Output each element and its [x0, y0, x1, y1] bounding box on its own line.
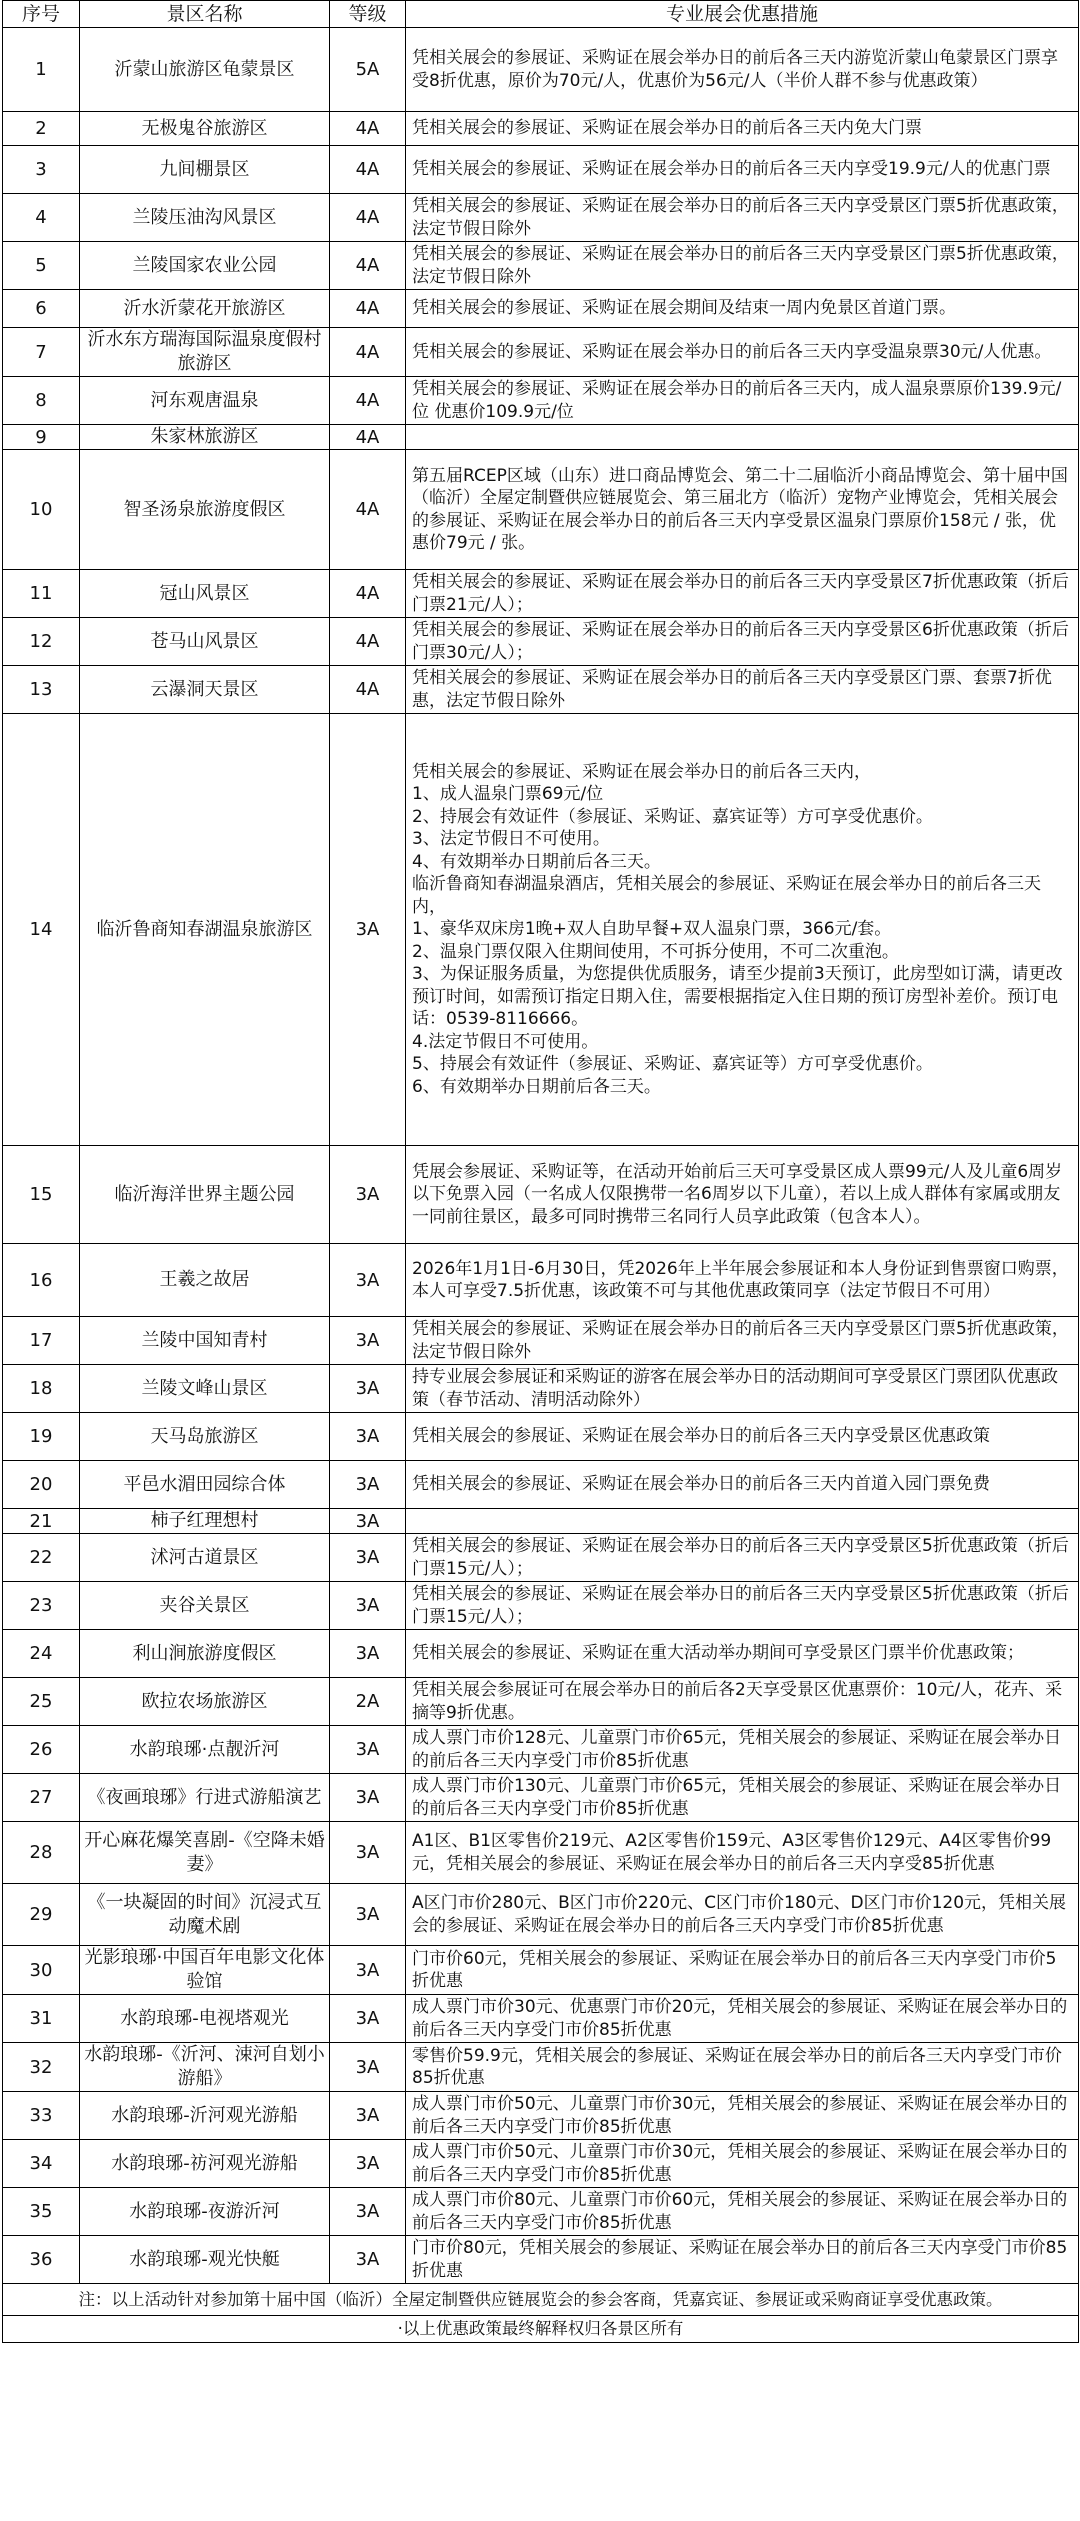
- cell-level: 4A: [330, 328, 406, 377]
- cell-no: 35: [3, 2188, 80, 2236]
- cell-name: 开心麻花爆笑喜剧-《空降未婚妻》: [80, 1822, 330, 1884]
- cell-measures: 凭相关展会的参展证、采购证在展会举办日的前后各三天内免大门票: [406, 112, 1079, 146]
- cell-no: 7: [3, 328, 80, 377]
- cell-measures: 成人票门市价30元、优惠票门市价20元，凭相关展会的参展证、采购证在展会举办日的前后各三天内享受门市价85折优惠: [406, 1995, 1079, 2043]
- cell-measures: 凭相关展会的参展证、采购证在展会举办日的前后各三天内享受景区6折优惠政策（折后门票30元/人）；: [406, 618, 1079, 666]
- cell-name: 沂水沂蒙花开旅游区: [80, 290, 330, 328]
- cell-level: 3A: [330, 1726, 406, 1774]
- table-row: [3, 714, 1079, 1146]
- cell-level: 3A: [330, 1244, 406, 1317]
- cell-name: 《夜画琅琊》行进式游船演艺: [80, 1774, 330, 1822]
- table-row: [3, 1726, 1079, 1774]
- cell-level: 4A: [330, 194, 406, 242]
- table-row: [3, 112, 1079, 146]
- cell-no: 26: [3, 1726, 80, 1774]
- cell-level: 4A: [330, 377, 406, 425]
- cell-name: 兰陵国家农业公园: [80, 242, 330, 290]
- cell-measures: 凭相关展会的参展证、采购证在展会举办日的前后各三天内享受景区门票5折优惠政策，法定节假日除外: [406, 194, 1079, 242]
- cell-level: 4A: [330, 450, 406, 570]
- cell-level: 4A: [330, 242, 406, 290]
- cell-level: 4A: [330, 570, 406, 618]
- cell-name: 冠山风景区: [80, 570, 330, 618]
- cell-name: 水韵琅琊-观光快艇: [80, 2236, 330, 2284]
- cell-no: 9: [3, 425, 80, 450]
- cell-no: 17: [3, 1317, 80, 1365]
- cell-no: 16: [3, 1244, 80, 1317]
- cell-measures: 凭相关展会的参展证、采购证在展会举办日的前后各三天内享受19.9元/人的优惠门票: [406, 146, 1079, 194]
- table-row: [3, 2188, 1079, 2236]
- cell-level: 3A: [330, 1884, 406, 1946]
- cell-name: 天马岛旅游区: [80, 1413, 330, 1461]
- cell-no: 1: [3, 28, 80, 112]
- cell-name: 临沂海洋世界主题公园: [80, 1146, 330, 1244]
- cell-measures: 成人票门市价50元、儿童票门市价30元，凭相关展会的参展证、采购证在展会举办日的前后各三天内享受门市价85折优惠: [406, 2092, 1079, 2140]
- cell-name: 兰陵压油沟风景区: [80, 194, 330, 242]
- cell-level: 3A: [330, 1774, 406, 1822]
- table-row: [3, 1461, 1079, 1509]
- table-row: [3, 377, 1079, 425]
- cell-measures: 门市价80元，凭相关展会的参展证、采购证在展会举办日的前后各三天内享受门市价85折优惠: [406, 2236, 1079, 2284]
- cell-level: 3A: [330, 1317, 406, 1365]
- cell-level: 3A: [330, 1946, 406, 1995]
- cell-no: 34: [3, 2140, 80, 2188]
- cell-name: 水韵琅琊-夜游沂河: [80, 2188, 330, 2236]
- cell-no: 12: [3, 618, 80, 666]
- footnote-row: [3, 2284, 1079, 2316]
- cell-level: 3A: [330, 714, 406, 1146]
- cell-name: 水韵琅琊-祊河观光游船: [80, 2140, 330, 2188]
- cell-name: 欧拉农场旅游区: [80, 1678, 330, 1726]
- cell-measures: 凭相关展会的参展证、采购证在展会举办日的前后各三天内享受温泉票30元/人优惠。: [406, 328, 1079, 377]
- cell-measures: 成人票门市价130元、儿童票门市价65元，凭相关展会的参展证、采购证在展会举办日的前后各三天内享受门市价85折优惠: [406, 1774, 1079, 1822]
- cell-name: 九间棚景区: [80, 146, 330, 194]
- cell-no: 31: [3, 1995, 80, 2043]
- table-row: [3, 1365, 1079, 1413]
- cell-name: 兰陵文峰山景区: [80, 1365, 330, 1413]
- table-row: [3, 28, 1079, 112]
- cell-level: 3A: [330, 2092, 406, 2140]
- table-row: [3, 1822, 1079, 1884]
- table-row: [3, 242, 1079, 290]
- cell-name: 《一块凝固的时间》沉浸式互动魔术剧: [80, 1884, 330, 1946]
- cell-name: 柿子红理想村: [80, 1509, 330, 1534]
- cell-measures: 凭相关展会的参展证、采购证在展会举办日的前后各三天内享受景区5折优惠政策（折后门票15元/人）；: [406, 1534, 1079, 1582]
- cell-name: 临沂鲁商知春湖温泉旅游区: [80, 714, 330, 1146]
- table-row: [3, 1534, 1079, 1582]
- cell-level: 3A: [330, 1534, 406, 1582]
- cell-level: 3A: [330, 1822, 406, 1884]
- header-row: [3, 1, 1079, 28]
- cell-level: 4A: [330, 290, 406, 328]
- cell-name: 平邑水湄田园综合体: [80, 1461, 330, 1509]
- table-row: [3, 450, 1079, 570]
- cell-no: 4: [3, 194, 80, 242]
- table-row: [3, 1413, 1079, 1461]
- cell-measures: 凭展会参展证、采购证等，在活动开始前后三天可享受景区成人票99元/人及儿童6周岁以下免票入园（一名成人仅限携带一名6周岁以下儿童），若以上成人群体有家属或朋友一同前往景区，最多可同时携带三名同行人员享此政策（包含本人）。: [406, 1146, 1079, 1244]
- cell-name: 王羲之故居: [80, 1244, 330, 1317]
- cell-measures: 成人票门市价50元、儿童票门市价30元，凭相关展会的参展证、采购证在展会举办日的前后各三天内享受门市价85折优惠: [406, 2140, 1079, 2188]
- cell-no: 3: [3, 146, 80, 194]
- cell-no: 5: [3, 242, 80, 290]
- cell-measures: 凭相关展会的参展证、采购证在展会举办日的前后各三天内首道入园门票免费: [406, 1461, 1079, 1509]
- cell-no: 8: [3, 377, 80, 425]
- cell-measures: A区门市价280元、B区门市价220元、C区门市价180元、D区门市价120元，凭相关展会的参展证、采购证在展会举办日的前后各三天内享受门市价85折优惠: [406, 1884, 1079, 1946]
- cell-level: 3A: [330, 1995, 406, 2043]
- table-row: [3, 2092, 1079, 2140]
- cell-measures: 凭相关展会的参展证、采购证在展会举办日的前后各三天内享受景区门票、套票7折优惠，法定节假日除外: [406, 666, 1079, 714]
- cell-no: 21: [3, 1509, 80, 1534]
- cell-level: 4A: [330, 112, 406, 146]
- cell-name: 朱家林旅游区: [80, 425, 330, 450]
- cell-name: 沂水东方瑞海国际温泉度假村旅游区: [80, 328, 330, 377]
- cell-no: 32: [3, 2043, 80, 2092]
- cell-name: 沭河古道景区: [80, 1534, 330, 1582]
- table-row: [3, 328, 1079, 377]
- cell-name: 智圣汤泉旅游度假区: [80, 450, 330, 570]
- cell-name: 苍马山风景区: [80, 618, 330, 666]
- cell-measures: 凭相关展会的参展证、采购证在展会举办日的前后各三天内享受景区门票5折优惠政策，法定节假日除外: [406, 1317, 1079, 1365]
- table-row: [3, 1146, 1079, 1244]
- table-row: [3, 1582, 1079, 1630]
- cell-level: 3A: [330, 1365, 406, 1413]
- footnote-scope: 注：以上活动针对参加第十届中国（临沂）全屋定制暨供应链展览会的参会客商，凭嘉宾证、参展证或采购商证享受优惠政策。: [3, 2284, 1079, 2316]
- cell-measures: [406, 1509, 1079, 1534]
- cell-measures: 凭相关展会的参展证、采购证在展会举办日的前后各三天内享受景区5折优惠政策（折后门票15元/人）；: [406, 1582, 1079, 1630]
- cell-measures: 凭相关展会的参展证、采购证在重大活动举办期间可享受景区门票半价优惠政策；: [406, 1630, 1079, 1678]
- cell-no: 36: [3, 2236, 80, 2284]
- cell-name: 光影琅琊·中国百年电影文化体验馆: [80, 1946, 330, 1995]
- cell-level: 4A: [330, 146, 406, 194]
- table-row: [3, 1884, 1079, 1946]
- cell-measures: 2026年1月1日-6月30日，凭2026年上半年展会参展证和本人身份证到售票窗口购票，本人可享受7.5折优惠，该政策不可与其他优惠政策同享（法定节假日不可用）: [406, 1244, 1079, 1317]
- table-row: [3, 1774, 1079, 1822]
- cell-measures: 凭相关展会的参展证、采购证在展会举办日的前后各三天内，成人温泉票原价139.9元/位 优惠价109.9元/位: [406, 377, 1079, 425]
- cell-level: 3A: [330, 1509, 406, 1534]
- cell-name: 利山涧旅游度假区: [80, 1630, 330, 1678]
- cell-no: 15: [3, 1146, 80, 1244]
- cell-measures: 凭相关展会的参展证、采购证在展会举办日的前后各三天内享受景区优惠政策: [406, 1413, 1079, 1461]
- table-row: [3, 570, 1079, 618]
- cell-level: 4A: [330, 425, 406, 450]
- cell-level: 3A: [330, 1582, 406, 1630]
- table-row: [3, 1244, 1079, 1317]
- table-row: [3, 2140, 1079, 2188]
- table-row: [3, 1678, 1079, 1726]
- cell-no: 30: [3, 1946, 80, 1995]
- cell-no: 11: [3, 570, 80, 618]
- cell-level: 3A: [330, 1461, 406, 1509]
- cell-name: 云瀑洞天景区: [80, 666, 330, 714]
- cell-level: 3A: [330, 2140, 406, 2188]
- cell-name: 兰陵中国知青村: [80, 1317, 330, 1365]
- table-row: [3, 194, 1079, 242]
- cell-level: 4A: [330, 618, 406, 666]
- cell-name: 无极鬼谷旅游区: [80, 112, 330, 146]
- cell-measures: 成人票门市价128元、儿童票门市价65元，凭相关展会的参展证、采购证在展会举办日的前后各三天内享受门市价85折优惠: [406, 1726, 1079, 1774]
- header-no: 序号: [3, 1, 80, 28]
- cell-no: 27: [3, 1774, 80, 1822]
- cell-level: 3A: [330, 2188, 406, 2236]
- table-row: [3, 1317, 1079, 1365]
- cell-name: 水韵琅琊·点靓沂河: [80, 1726, 330, 1774]
- cell-measures: 凭相关展会的参展证、采购证在展会期间及结束一周内免景区首道门票。: [406, 290, 1079, 328]
- cell-no: 14: [3, 714, 80, 1146]
- cell-measures: 凭相关展会的参展证、采购证在展会举办日的前后各三天内享受景区门票5折优惠政策，法定节假日除外: [406, 242, 1079, 290]
- cell-no: 33: [3, 2092, 80, 2140]
- cell-no: 29: [3, 1884, 80, 1946]
- header-name: 景区名称: [80, 1, 330, 28]
- table-row: [3, 1509, 1079, 1534]
- cell-no: 24: [3, 1630, 80, 1678]
- table-row: [3, 1995, 1079, 2043]
- cell-measures: 凭相关展会的参展证、采购证在展会举办日的前后各三天内享受景区7折优惠政策（折后门票21元/人）；: [406, 570, 1079, 618]
- cell-measures: 凭相关展会参展证可在展会举办日的前后各2天享受景区优惠票价：10元/人，花卉、采摘等9折优惠。: [406, 1678, 1079, 1726]
- cell-name: 夹谷关景区: [80, 1582, 330, 1630]
- cell-level: 3A: [330, 1413, 406, 1461]
- cell-no: 22: [3, 1534, 80, 1582]
- table-row: [3, 2043, 1079, 2092]
- cell-measures: [406, 425, 1079, 450]
- table-row: [3, 425, 1079, 450]
- cell-measures: 凭相关展会的参展证、采购证在展会举办日的前后各三天内游览沂蒙山龟蒙景区门票享受8折优惠，原价为70元/人，优惠价为56元/人（半价人群不参与优惠政策）: [406, 28, 1079, 112]
- discount-table: [2, 0, 1079, 2343]
- cell-measures: 持专业展会参展证和采购证的游客在展会举办日的活动期间可享受景区门票团队优惠政策（春节活动、清明活动除外）: [406, 1365, 1079, 1413]
- cell-measures: 门市价60元，凭相关展会的参展证、采购证在展会举办日的前后各三天内享受门市价5折优惠: [406, 1946, 1079, 1995]
- table-row: [3, 1630, 1079, 1678]
- cell-name: 水韵琅琊-电视塔观光: [80, 1995, 330, 2043]
- table-row: [3, 1946, 1079, 1995]
- cell-no: 19: [3, 1413, 80, 1461]
- footnote-row: [3, 2316, 1079, 2343]
- cell-level: 2A: [330, 1678, 406, 1726]
- cell-name: 水韵琅琊-沂河观光游船: [80, 2092, 330, 2140]
- cell-no: 23: [3, 1582, 80, 1630]
- cell-level: 3A: [330, 1146, 406, 1244]
- cell-no: 25: [3, 1678, 80, 1726]
- table-row: [3, 666, 1079, 714]
- header-measures: 专业展会优惠措施: [406, 1, 1079, 28]
- header-level: 等级: [330, 1, 406, 28]
- cell-no: 10: [3, 450, 80, 570]
- table-row: [3, 618, 1079, 666]
- cell-name: 水韵琅琊-《沂河、涑河自划小游船》: [80, 2043, 330, 2092]
- cell-measures: 零售价59.9元，凭相关展会的参展证、采购证在展会举办日的前后各三天内享受门市价85折优惠: [406, 2043, 1079, 2092]
- cell-level: 4A: [330, 666, 406, 714]
- table-row: [3, 290, 1079, 328]
- cell-no: 6: [3, 290, 80, 328]
- table-row: [3, 2236, 1079, 2284]
- cell-level: 5A: [330, 28, 406, 112]
- cell-measures: 成人票门市价80元、儿童票门市价60元，凭相关展会的参展证、采购证在展会举办日的前后各三天内享受门市价85折优惠: [406, 2188, 1079, 2236]
- cell-level: 3A: [330, 2043, 406, 2092]
- cell-name: 沂蒙山旅游区龟蒙景区: [80, 28, 330, 112]
- cell-no: 28: [3, 1822, 80, 1884]
- cell-name: 河东观唐温泉: [80, 377, 330, 425]
- cell-level: 3A: [330, 2236, 406, 2284]
- cell-no: 18: [3, 1365, 80, 1413]
- cell-level: 3A: [330, 1630, 406, 1678]
- cell-no: 20: [3, 1461, 80, 1509]
- cell-measures: 第五届RCEP区域（山东）进口商品博览会、第二十二届临沂小商品博览会、第十届中国（临沂）全屋定制暨供应链展览会、第三届北方（临沂）宠物产业博览会，凭相关展会的参展证、采购证在展会举办日的前后各三天内享受景区温泉门票原价158元 / 张，优惠价79元 / 张。: [406, 450, 1079, 570]
- footnote-rights: ·以上优惠政策最终解释权归各景区所有: [3, 2316, 1079, 2343]
- cell-measures: 凭相关展会的参展证、采购证在展会举办日的前后各三天内， 1、成人温泉门票69元/位 2、持展会有效证件（参展证、采购证、嘉宾证等）方可享受优惠价。 3、法定节假日不可使用。 4、有效期举办日期前后各三天。 临沂鲁商知春湖温泉酒店，凭相关展会的参展证、采购证在展会举办日的前后各三天内， 1、豪华双床房1晚+双人自助早餐+双人温泉门票，366元/套。 2、温泉门票仅限入住期间使用，不可拆分使用，不可二次重泡。 3、为保证服务质量，为您提供优质服务，请至少提前3天预订，此房型如订满，请更改预订时间，如需预订指定日期入住，需要根据指定入住日期的预订房型补差价。预订电话：0539-8116666。 4.法定节假日不可使用。 5、持展会有效证件（参展证、采购证、嘉宾证等）方可享受优惠价。 6、有效期举办日期前后各三天。: [406, 714, 1079, 1146]
- cell-no: 2: [3, 112, 80, 146]
- table-body: [3, 28, 1079, 2284]
- cell-no: 13: [3, 666, 80, 714]
- table-row: [3, 146, 1079, 194]
- cell-measures: A1区、B1区零售价219元、A2区零售价159元、A3区零售价129元、A4区零售价99元，凭相关展会的参展证、采购证在展会举办日的前后各三天内享受85折优惠: [406, 1822, 1079, 1884]
